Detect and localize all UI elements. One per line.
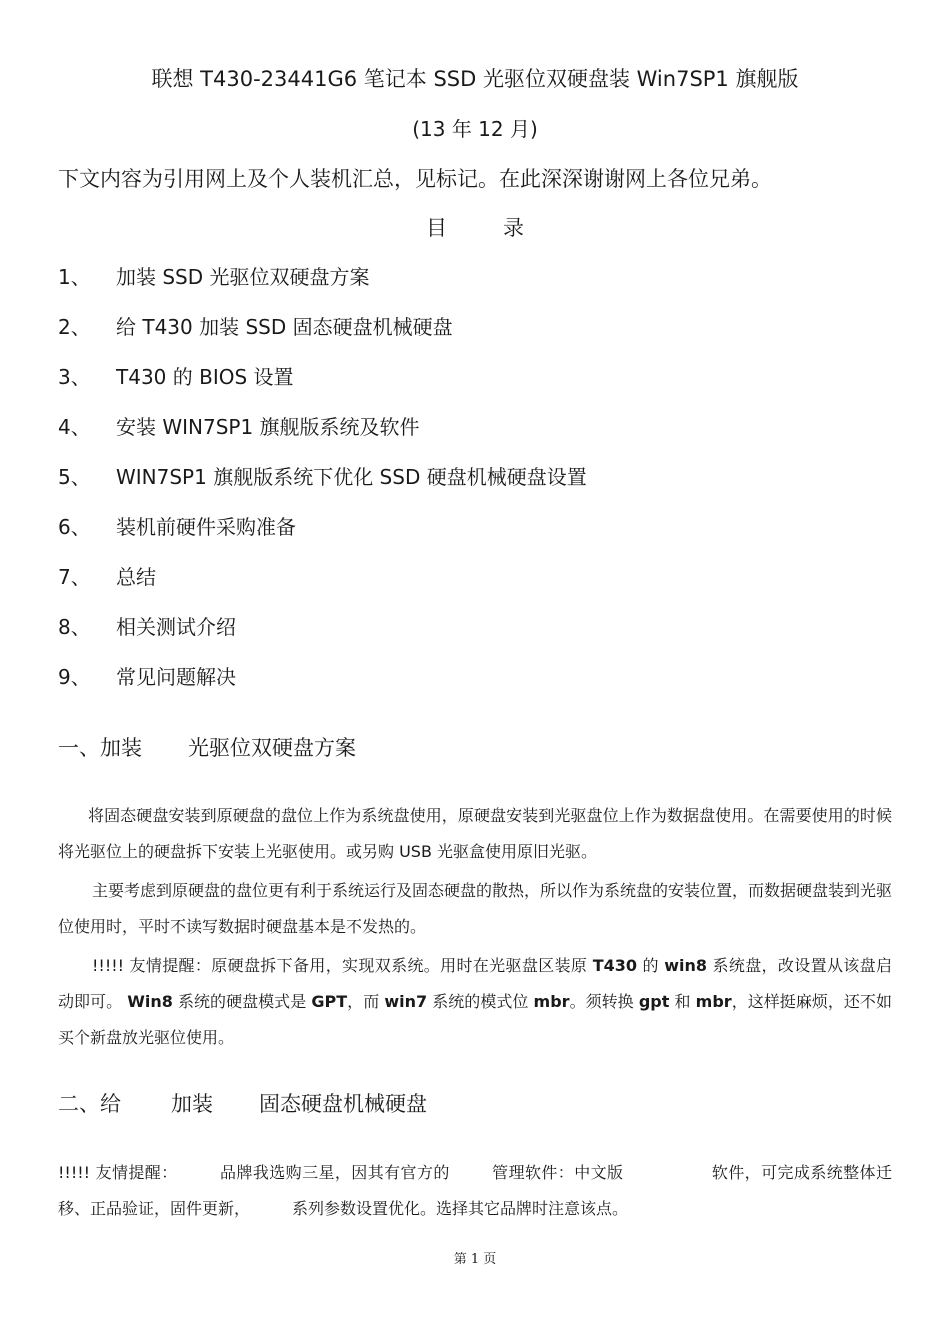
- toc-item: [58, 562, 587, 612]
- bold-run: T430: [592, 956, 638, 975]
- text-run: 系统盘，改设置从该盘启动即可。: [58, 956, 892, 1011]
- bold-run: win7: [384, 992, 428, 1011]
- toc-text: 装机前硬件采购准备: [116, 515, 296, 539]
- toc-item: [58, 312, 587, 362]
- toc-text: T430 的 BIOS 设置: [116, 365, 294, 389]
- toc-heading: [0, 213, 950, 243]
- bold-run: GPT: [311, 992, 348, 1011]
- intro-paragraph: 下文内容为引用网上及个人装机汇总，见标记。在此深深谢谢网上各位兄弟。: [58, 167, 772, 191]
- section-1-heading: [58, 733, 356, 763]
- toc-number: 4、: [58, 415, 91, 439]
- section-2-heading: [58, 1089, 427, 1119]
- section-2-paragraph-1: [58, 1155, 892, 1227]
- table-of-contents: [58, 262, 587, 712]
- document-date: (13 年 12 月): [412, 117, 538, 141]
- toc-heading-left: 目: [426, 216, 447, 240]
- text-run: 软件，可完成系统整体迁移、正品验证，固件更新，: [58, 1163, 892, 1218]
- section-2-heading-a: 二、给: [58, 1092, 121, 1116]
- toc-text: 加装 SSD 光驱位双硬盘方案: [116, 265, 370, 289]
- toc-text: 常见问题解决: [116, 665, 236, 689]
- document-title: 联想 T430-23441G6 笔记本 SSD 光驱位双硬盘装 Win7SP1 旗舰版: [151, 67, 799, 91]
- toc-item: [58, 462, 587, 512]
- toc-number: 1、: [58, 265, 91, 289]
- toc-item: [58, 512, 587, 562]
- toc-item: [58, 412, 587, 462]
- bold-run: win8: [664, 956, 708, 975]
- section-1-paragraph-2: 主要考虑到原硬盘的盘位更有利于系统运行及固态硬盘的散热，所以作为系统盘的安装位置，而数据硬盘装到光驱位使用时，平时不读写数据时硬盘基本是不发热的。: [58, 881, 893, 936]
- toc-number: 7、: [58, 565, 91, 589]
- section-1-heading-b: 光驱位双硬盘方案: [188, 736, 356, 760]
- text-run: 和: [669, 992, 696, 1011]
- section-2-heading-c: 固态硬盘机械硬盘: [259, 1092, 427, 1116]
- section-1-paragraph-1: 将固态硬盘安装到原硬盘的盘位上作为系统盘使用，原硬盘安装到光驱盘位上作为数据盘使用。在需要使用的时候将光驱位上的硬盘拆下安装上光驱使用。或另购 USB 光驱盒使用原旧光驱。: [58, 806, 892, 861]
- toc-text: 总结: [116, 565, 156, 589]
- bold-run: mbr: [533, 992, 570, 1011]
- bold-run: Win8: [127, 992, 173, 1011]
- toc-item: [58, 262, 587, 312]
- text-run: 系统的硬盘模式是: [172, 992, 312, 1011]
- text-run: ，这样挺麻烦，还不如买个新盘放光驱位使用。: [58, 992, 892, 1047]
- section-1-heading-a: 一、加装: [58, 736, 142, 760]
- bold-run: mbr: [695, 992, 732, 1011]
- toc-number: 5、: [58, 465, 91, 489]
- toc-number: 8、: [58, 615, 91, 639]
- section-2-heading-b: 加装: [171, 1092, 213, 1116]
- text-run: !!!!! 友情提醒：原硬盘拆下备用，实现双系统。用时在光驱盘区装原: [92, 956, 593, 975]
- text-run: 的: [637, 956, 665, 975]
- toc-number: 6、: [58, 515, 91, 539]
- text-run: 品牌我选购三星，因其有官方的: [219, 1163, 450, 1182]
- toc-text: 给 T430 加装 SSD 固态硬盘机械硬盘: [116, 315, 453, 339]
- toc-text: WIN7SP1 旗舰版系统下优化 SSD 硬盘机械硬盘设置: [116, 465, 587, 489]
- toc-text: 相关测试介绍: [116, 615, 236, 639]
- toc-text: 安装 WIN7SP1 旗舰版系统及软件: [116, 415, 420, 439]
- text-run: !!!!! 友情提醒：: [58, 1163, 178, 1182]
- bold-run: gpt: [638, 992, 670, 1011]
- toc-number: 2、: [58, 315, 91, 339]
- toc-item: [58, 362, 587, 412]
- toc-item: [58, 612, 587, 662]
- toc-number: 9、: [58, 665, 91, 689]
- toc-item: [58, 662, 587, 712]
- text-run: 管理软件：中文版: [491, 1163, 624, 1182]
- toc-number: 3、: [58, 365, 91, 389]
- text-run: 系统的模式位: [427, 992, 534, 1011]
- text-run: 系列参数设置优化。选择其它品牌时注意该点。: [292, 1199, 629, 1218]
- section-1-paragraph-3: [58, 948, 892, 1056]
- page-number: 第 1 页: [453, 1252, 497, 1267]
- text-run: 。须转换: [569, 992, 639, 1011]
- text-run: ，而: [347, 992, 385, 1011]
- toc-heading-right: 录: [503, 216, 524, 240]
